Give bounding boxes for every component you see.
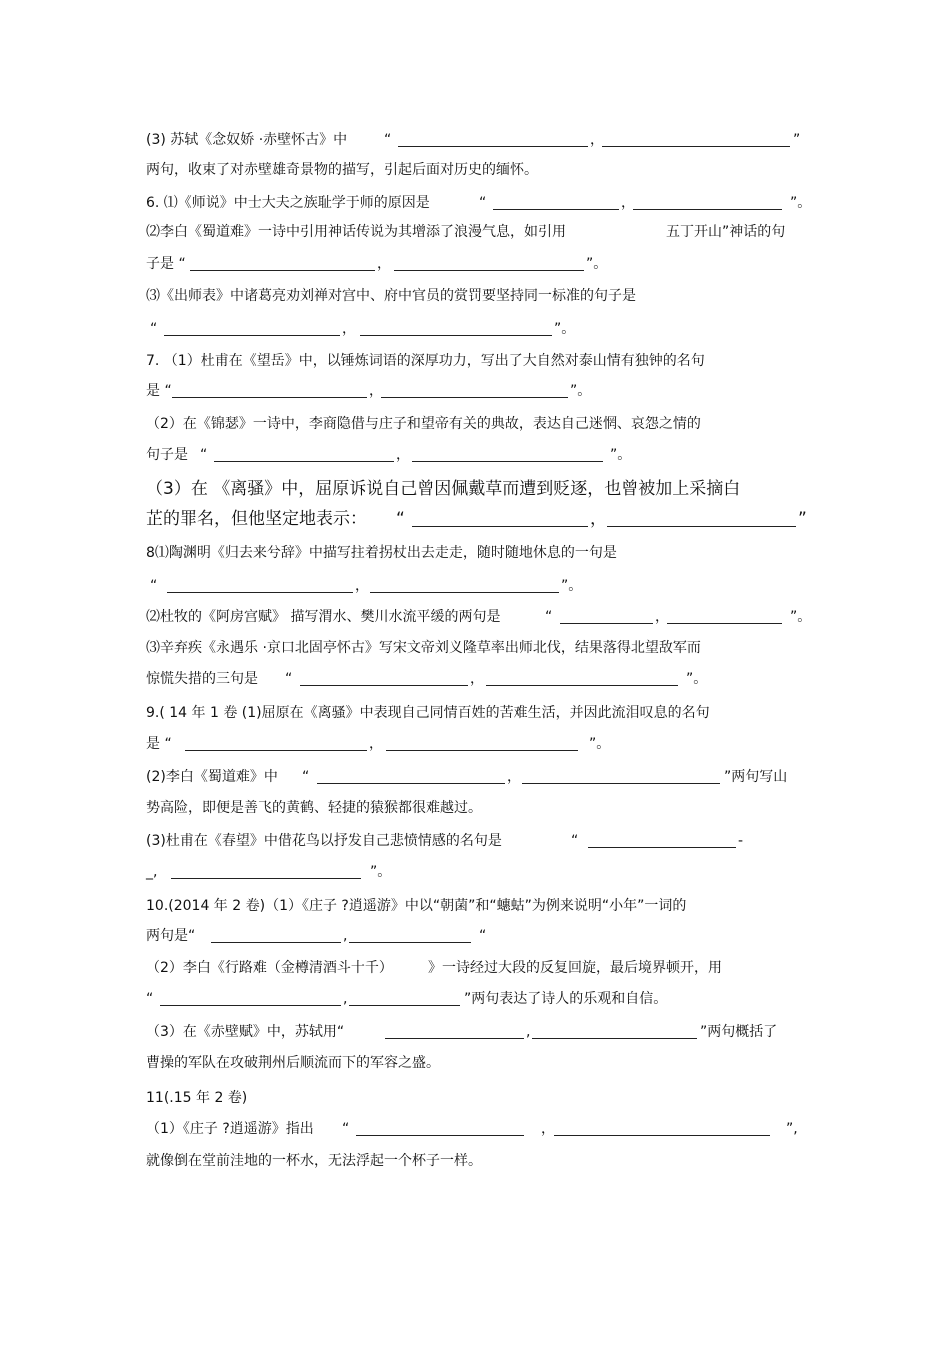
text-segment: ， (470, 671, 484, 687)
answer-blank[interactable] (211, 942, 341, 943)
text-segment: 芷的罪名，但他坚定地表示： (146, 509, 367, 529)
text-line (0, 986, 950, 1012)
text-segment: ⑵李白《蜀道难》一诗中引用神话传说为其增添了浪漫气息，如引用 (146, 224, 566, 240)
text-segment: 11(.15 年 2 卷) (146, 1090, 248, 1106)
text-segment: 两句，收束了对赤壁雄奇景物的描写，引起后面对历史的缅怀。 (146, 162, 538, 178)
text-segment: 曹操的军队在攻破荆州后顺流而下的军容之盛。 (146, 1055, 440, 1071)
text-line (0, 442, 950, 468)
answer-blank[interactable] (386, 750, 578, 751)
text-segment: ”。 (610, 447, 632, 463)
text-segment: (3) 苏轼《念奴娇 ·赤壁怀古》中 (146, 132, 348, 148)
text-line (0, 1019, 950, 1045)
answer-blank[interactable] (190, 270, 375, 271)
text-line (0, 157, 950, 183)
text-segment: “ (150, 578, 158, 594)
answer-blank[interactable] (349, 1005, 460, 1006)
text-segment: “ (545, 609, 553, 625)
text-segment: ”。 (686, 671, 708, 687)
text-line (0, 190, 950, 216)
text-segment: “ (285, 671, 293, 687)
answer-blank[interactable] (588, 847, 736, 848)
text-segment: “ (571, 833, 579, 849)
text-segment: 子是 “ (146, 256, 186, 272)
text-segment: ”两句写山 (724, 769, 788, 785)
text-segment: “ (479, 928, 487, 944)
text-segment: “ (396, 509, 405, 529)
text-line (0, 1116, 950, 1142)
text-segment: ， (507, 769, 521, 785)
text-line (0, 604, 950, 630)
answer-blank[interactable] (412, 461, 603, 462)
answer-blank[interactable] (360, 335, 552, 336)
answer-blank[interactable] (385, 1038, 524, 1039)
answer-blank[interactable] (370, 592, 559, 593)
answer-blank[interactable] (349, 942, 471, 943)
text-segment: ， (342, 321, 356, 337)
text-segment: 惊慌失措的三句是 (146, 671, 258, 687)
text-segment: , (526, 1024, 531, 1040)
text-segment: (2)李白《蜀道难》中 (146, 769, 278, 785)
answer-blank[interactable] (394, 270, 584, 271)
text-line (0, 859, 950, 885)
text-segment: ”。 (370, 864, 392, 880)
text-line (0, 378, 950, 404)
text-line (0, 1085, 950, 1111)
text-segment: ”。 (570, 383, 592, 399)
answer-blank[interactable] (560, 623, 653, 624)
text-segment: 6. ⑴《师说》中士大夫之族耻学于师的原因是 (146, 195, 430, 211)
answer-blank[interactable] (633, 209, 782, 210)
text-line (0, 955, 950, 981)
text-line (0, 540, 950, 566)
answer-blank[interactable] (164, 335, 340, 336)
text-segment: _, (146, 864, 158, 880)
text-segment: ”。 (561, 578, 583, 594)
text-line (0, 893, 950, 919)
text-segment: “ (342, 1121, 350, 1137)
text-segment: （2）李白《行路难（金樽清酒斗十千） (146, 960, 393, 976)
answer-blank[interactable] (554, 1135, 770, 1136)
text-segment: ， (369, 736, 383, 752)
text-segment: “ (150, 321, 158, 337)
text-segment: 10.(2014 年 2 卷)（1）《庄子 ?逍遥游》中以“朝菌”和“蟪蛄”为例来说明“小年”一词的 (146, 898, 687, 914)
text-segment: , (343, 991, 348, 1007)
text-segment: （3）在 《离骚》中，屈原诉说自己曾因佩戴草而遭到贬逐，也曾被加上采摘白 (146, 479, 741, 499)
text-segment: ”。 (554, 321, 576, 337)
text-segment: ” (798, 509, 807, 529)
answer-blank[interactable] (172, 397, 367, 398)
text-segment: ”。 (790, 195, 812, 211)
text-segment: ⑶辛弃疾《永遇乐 ·京口北固亭怀古》写宋文帝刘义隆草率出师北伐，结果落得北望敌军而 (146, 640, 701, 656)
text-line (0, 348, 950, 374)
text-line (0, 923, 950, 949)
text-segment: “ (146, 991, 154, 1007)
answer-blank[interactable] (493, 209, 619, 210)
text-segment: “ (302, 769, 310, 785)
text-line (0, 795, 950, 821)
text-segment: “ (384, 132, 392, 148)
text-segment: 势高险，即便是善飞的黄鹤、轻捷的猿猴都很难越过。 (146, 800, 482, 816)
answer-blank[interactable] (171, 878, 361, 879)
text-line (0, 731, 950, 757)
text-segment: 7. （1）杜甫在《望岳》中，以锤炼词语的深厚功力，写出了大自然对泰山情有独钟的名句 (146, 353, 705, 369)
text-segment: 就像倒在堂前洼地的一杯水，无法浮起一个杯子一样。 (146, 1153, 482, 1169)
text-line (0, 474, 950, 504)
answer-blank[interactable] (398, 146, 588, 147)
answer-blank[interactable] (667, 623, 782, 624)
answer-blank[interactable] (602, 146, 790, 147)
text-line (0, 764, 950, 790)
text-line (0, 666, 950, 692)
text-line (0, 251, 950, 277)
answer-blank[interactable] (381, 397, 568, 398)
answer-blank[interactable] (317, 783, 505, 784)
text-segment: - (738, 833, 744, 849)
text-line (0, 700, 950, 726)
text-segment: ， (541, 1121, 555, 1137)
answer-blank[interactable] (300, 685, 468, 686)
text-segment: （3）在《赤壁赋》中，苏轼用“ (146, 1024, 345, 1040)
text-line (0, 573, 950, 599)
answer-blank[interactable] (356, 1135, 524, 1136)
answer-blank[interactable] (532, 1038, 697, 1039)
text-segment: ， (369, 383, 383, 399)
text-line (0, 1050, 950, 1076)
text-segment: 句子是 (146, 447, 188, 463)
answer-blank[interactable] (607, 526, 796, 527)
text-segment: ”, (786, 1121, 798, 1137)
text-segment: ， (590, 509, 607, 529)
text-segment: ， (396, 447, 410, 463)
text-line (0, 127, 950, 153)
text-segment: 是 “ (146, 736, 172, 752)
text-segment: ⑶《出师表》中诸葛亮劝刘禅对宫中、府中官员的赏罚要坚持同一标准的句子是 (146, 288, 636, 304)
text-line (0, 635, 950, 661)
text-segment: （2）在《锦瑟》一诗中，李商隐借与庄子和望帝有关的典故，表达自己迷惘、哀怨之情的 (146, 416, 701, 432)
text-line (0, 504, 950, 534)
answer-blank[interactable] (486, 685, 678, 686)
text-line (0, 411, 950, 437)
text-segment: ⑵杜牧的《阿房宫赋》 描写渭水、樊川水流平缓的两句是 (146, 609, 501, 625)
text-segment: ， (621, 195, 635, 211)
text-line (0, 1148, 950, 1174)
text-line (0, 828, 950, 854)
text-segment: ”。 (790, 609, 812, 625)
text-segment: ， (590, 132, 604, 148)
text-segment: （1）《庄子 ?逍遥游》指出 (146, 1121, 314, 1137)
text-segment: 8⑴陶渊明《归去来兮辞》中描写拄着拐杖出去走走，随时随地休息的一句是 (146, 545, 617, 561)
text-line (0, 316, 950, 342)
answer-blank[interactable] (160, 1005, 341, 1006)
text-segment: ， (355, 578, 369, 594)
text-segment: 两句是“ (146, 928, 196, 944)
text-segment: “ (200, 447, 208, 463)
text-segment: “ (479, 195, 487, 211)
text-segment: ， (655, 609, 669, 625)
text-segment: ”。 (589, 736, 611, 752)
answer-blank[interactable] (185, 750, 367, 751)
text-segment: 五丁开山”神话的句 (666, 224, 786, 240)
text-segment: ， (377, 256, 391, 272)
text-segment: 9.( 14 年 1 卷 (1)屈原在《离骚》中表现自己同情百姓的苦难生活，并因此流泪叹息的名句 (146, 705, 710, 721)
text-segment: ”两句概括了 (700, 1024, 778, 1040)
text-line (0, 283, 950, 309)
text-segment: ”。 (586, 256, 608, 272)
text-segment: ”两句表达了诗人的乐观和自信。 (464, 991, 668, 1007)
text-segment: 是 “ (146, 383, 172, 399)
answer-blank[interactable] (167, 592, 353, 593)
answer-blank[interactable] (412, 526, 588, 527)
text-segment: , (343, 928, 348, 944)
text-line (0, 219, 950, 245)
answer-blank[interactable] (214, 461, 394, 462)
text-segment: 》一诗经过大段的反复回旋，最后境界顿开，用 (428, 960, 722, 976)
text-segment: ” (793, 132, 801, 148)
answer-blank[interactable] (522, 783, 720, 784)
text-segment: (3)杜甫在《春望》中借花鸟以抒发自己悲愤情感的名句是 (146, 833, 502, 849)
